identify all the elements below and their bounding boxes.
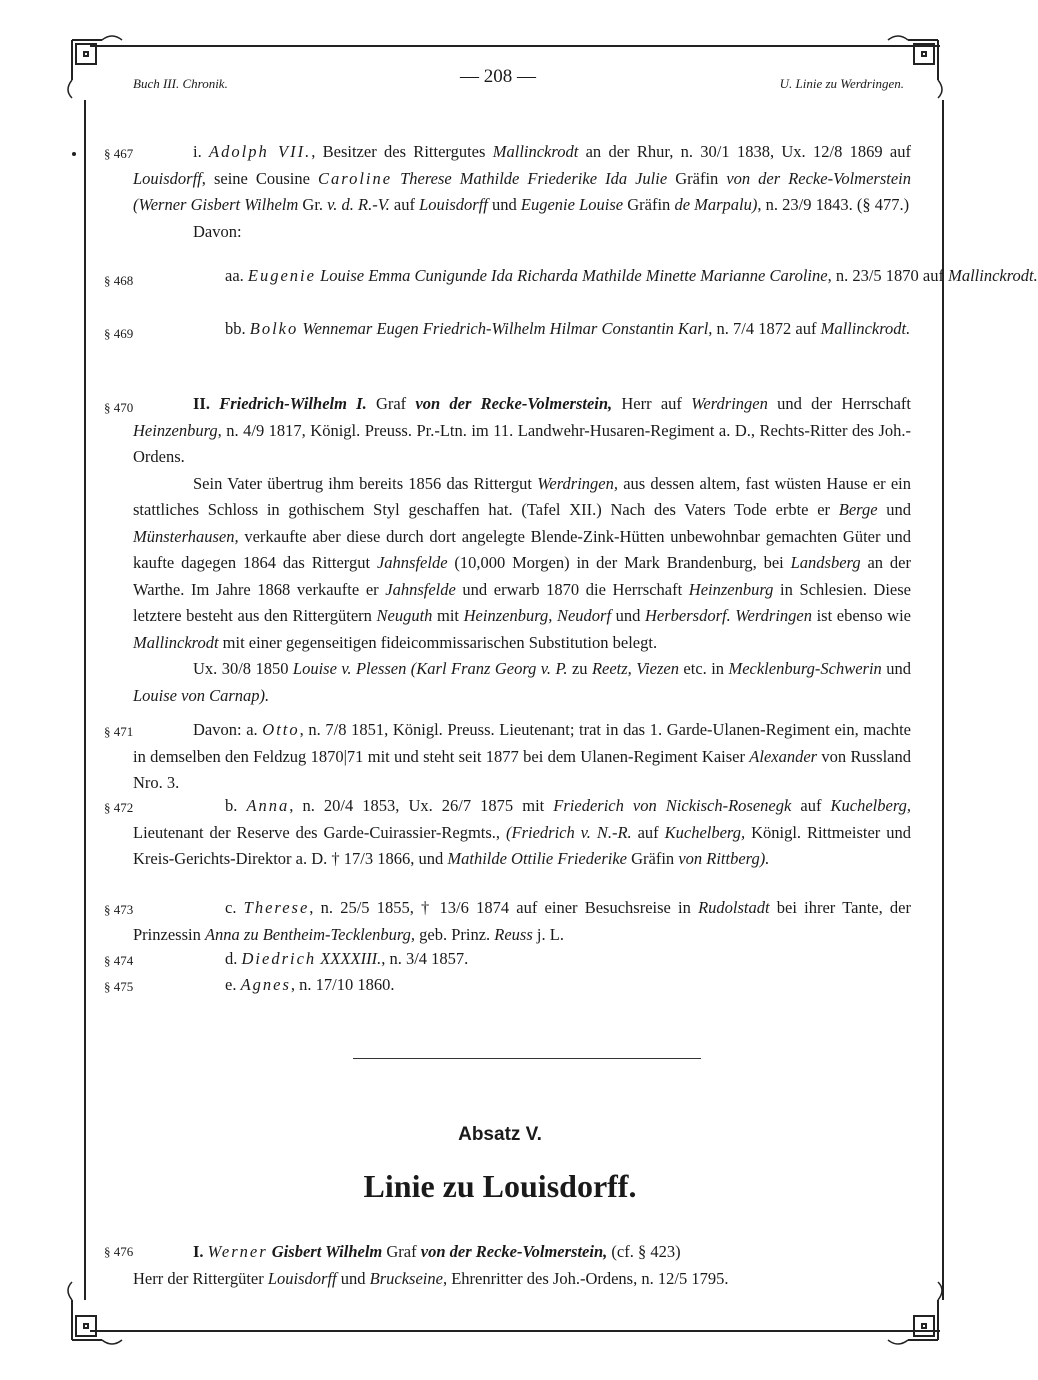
- text: j. L.: [532, 924, 564, 944]
- text: zu: [567, 659, 592, 678]
- text: und: [881, 659, 911, 678]
- text: verkaufte aber diese durch dort angelegte Blende-Zink-Hütten unbewohnbar gemachten Güter und kaufte dagegen 1864 das Rittergut: [133, 526, 911, 572]
- text: und: [336, 1268, 370, 1288]
- text: Ux. 30/8 1850: [193, 659, 293, 678]
- family-name: von Rittberg).: [678, 849, 770, 868]
- person-name: Therese Mathilde Friederike Ida Julie: [400, 168, 668, 188]
- text: , Besitzer des Rittergutes: [311, 142, 493, 161]
- davon-label: Davon:: [193, 221, 242, 241]
- border-left: [84, 100, 86, 1300]
- person-name: XXXXIII.: [320, 949, 382, 968]
- person-name: Bolko: [249, 319, 299, 338]
- page-number: — 208 —: [460, 66, 536, 87]
- place-name: Reetz, Viezen: [591, 659, 679, 678]
- text: , Ehrenritter des Joh.-Ordens, n. 12/5 1795.: [442, 1268, 729, 1288]
- text: Gr.: [298, 195, 328, 214]
- person-name: Wennemar Eugen Friedrich-Wilhelm Hilmar Constantin Karl,: [302, 319, 713, 338]
- item-label: bb.: [225, 319, 246, 338]
- text: mit: [432, 606, 464, 625]
- item-label: aa.: [225, 266, 244, 285]
- text: , n. 23/9 1843. (§ 477.): [757, 195, 910, 214]
- person-name: Eugenie Louise: [520, 195, 624, 214]
- place-name: Mallinckrodt: [492, 142, 579, 161]
- paragraph-471: [133, 717, 911, 797]
- person-name: Agnes: [240, 975, 291, 994]
- place-name: Kuchelberg,: [664, 822, 746, 842]
- section-divider: [353, 1058, 701, 1059]
- person-name: Anna zu Bentheim-Tecklenburg,: [204, 924, 415, 944]
- section-label: Absatz V.: [458, 1124, 542, 1145]
- person-name: Friedrich-Wilhelm I.: [219, 394, 367, 413]
- place-name: Mallinckrodt.: [820, 319, 911, 338]
- text: Gräfin: [623, 195, 675, 214]
- text: und erwarb 1870 die Herrschaft: [455, 579, 689, 599]
- place-name: Neuguth: [376, 606, 433, 625]
- border-bottom: [90, 1330, 940, 1332]
- person-name: (Friedrich v. N.-R.: [506, 822, 632, 842]
- text: Königl. Rittmeister und Kreis-Gerichts-Direktor a. D. † 17/3 1866, und: [133, 822, 911, 868]
- text: Graf: [366, 394, 416, 413]
- text: d.: [225, 949, 242, 968]
- paragraph-473: [133, 895, 911, 948]
- person-name: Werner: [207, 1242, 268, 1261]
- ornament-bottom-left-icon: [62, 1280, 132, 1350]
- family-name: v. d. R.-V.: [327, 195, 390, 214]
- text: aus dessen altem, fast wüsten Hause er ein stattliches Schloss in gothischem Styl geschaffen hat. (Tafel XII.) Nach des Vaters Tode erbte er: [133, 473, 911, 519]
- border-top: [90, 45, 940, 47]
- text: , n. 3/4 1857.: [381, 949, 469, 968]
- person-name: Louise Emma Cunigunde Ida Richarda Mathilde Minette Marianne Caroline: [320, 266, 828, 285]
- text: Davon: a.: [193, 720, 263, 739]
- header-right: U. Linie zu Werdringen.: [779, 76, 904, 91]
- person-name: Alexander: [749, 746, 818, 766]
- text: Sein Vater übertrug ihm bereits 1856 das Rittergut: [193, 473, 538, 493]
- text: , n. 23/5 1870 auf: [827, 266, 949, 285]
- place-name: Louisdorff: [419, 195, 488, 214]
- text: und: [611, 606, 645, 625]
- text: und: [877, 500, 911, 519]
- place-name: Mallinckrodt: [133, 632, 219, 652]
- family-name: von der Recke-Volmerstein (Werner Gisbert Wilhelm: [133, 168, 911, 214]
- section-number-475: § 475: [104, 979, 134, 994]
- person-name: Therese: [243, 898, 310, 917]
- text: , seine Cousine: [201, 168, 319, 188]
- place-name: Rudolstadt: [698, 898, 770, 917]
- text: etc. in: [679, 659, 729, 678]
- place-name: Werdringen,: [537, 473, 619, 493]
- text: mit einer gegenseitigen fideicommissarischen Substitution belegt.: [218, 632, 658, 652]
- person-name: Eugenie: [247, 266, 316, 285]
- text: an der Rhur, n. 30/1 1838, Ux. 12/8 1869 auf: [578, 142, 912, 161]
- person-name: Otto: [262, 720, 300, 739]
- paragraph-472: [133, 793, 911, 873]
- place-name: Heinzenburg: [133, 420, 218, 440]
- text: von Russland Nro. 3.: [133, 746, 911, 792]
- place-name: Bruckseine: [369, 1268, 443, 1288]
- place-name: Münsterhausen,: [133, 526, 239, 546]
- section-number-467: § 467: [104, 146, 134, 161]
- place-name: Werdringen: [691, 394, 768, 413]
- text: und der Herrschaft: [767, 394, 911, 413]
- text: , n. 20/4 1853, Ux. 26/7 1875 mit: [289, 796, 554, 815]
- section-number-471: § 471: [104, 724, 134, 739]
- text: Herr auf: [612, 394, 692, 413]
- place-name: Berge: [838, 500, 878, 519]
- place-name: Jahnsfelde: [385, 579, 456, 599]
- family-name: von der Recke-Volmerstein,: [420, 1242, 608, 1261]
- margin-dot: [72, 152, 76, 156]
- place-name: Heinzenburg, Neudorf: [463, 606, 612, 625]
- text: Lieutenant der Reserve des Garde-Cuirassier-Regmts.,: [133, 822, 506, 842]
- family-name: von der Recke-Volmerstein,: [415, 394, 613, 413]
- paragraph-468: [133, 263, 1038, 290]
- place-name: Mecklenburg-Schwerin: [728, 659, 882, 678]
- person-name: Adolph VII.: [209, 142, 312, 161]
- text: c.: [225, 898, 244, 917]
- text: ist ebenso wie: [812, 606, 912, 625]
- person-name: Louise von Carnap).: [133, 685, 270, 705]
- section-number-472: § 472: [104, 800, 134, 815]
- place-name: Kuchelberg,: [830, 796, 912, 815]
- section-number-476: § 476: [104, 1244, 134, 1259]
- text: (10,000 Morgen) in der Mark Brandenburg, bei: [447, 553, 791, 572]
- section-number-474: § 474: [104, 953, 134, 968]
- person-name: Anna: [246, 796, 290, 815]
- item-label: i.: [193, 142, 202, 161]
- place-name: Mallinckrodt.: [948, 266, 1038, 285]
- text: , n. 4/9 1817, Königl. Preuss. Pr.-Ltn. im 11. Landwehr-Husaren-Regiment a. D., Rechts-Ritter des Joh.-Ordens.: [133, 420, 911, 466]
- person-name: Friederich von Nickisch-Rosenegk: [553, 796, 792, 815]
- section-title: Linie zu Louisdorff.: [363, 1168, 637, 1204]
- paragraph-475: [133, 972, 911, 999]
- text: , n. 7/8 1851, Königl. Preuss. Lieutenant; trat in das 1. Garde-Ulanen-Regiment ein, machte in demselben den Feldzug 1870|71 mit und steht seit 1877 bei dem Ulanen-Regiment Kaiser: [133, 720, 911, 766]
- text: , n. 25/5 1855, † 13/6 1874 auf einer Besuchsreise in: [309, 898, 699, 917]
- person-name: Mathilde Ottilie Friederike: [447, 849, 627, 868]
- place-name: Louisdorff: [267, 1268, 337, 1288]
- place-name: Louisdorff: [133, 168, 202, 188]
- item-label: I.: [193, 1242, 204, 1261]
- text: und: [487, 195, 521, 214]
- paragraph-470: [133, 391, 911, 709]
- section-number-468: § 468: [104, 273, 134, 288]
- text: auf: [631, 822, 665, 842]
- place-name: Jahnsfelde: [376, 553, 448, 572]
- text: in Schlesien. Diese letztere besteht aus den Rittergütern: [133, 579, 912, 625]
- text: Herr der Rittergüter: [133, 1268, 268, 1288]
- person-name: Caroline: [318, 168, 393, 188]
- item-label: II.: [193, 394, 210, 413]
- family-name: de Marpalu): [674, 195, 758, 214]
- text: Gräfin: [667, 168, 727, 188]
- place-name: Herbersdorf. Werdringen: [645, 606, 812, 625]
- text: geb. Prinz.: [415, 924, 495, 944]
- text: auf: [791, 796, 831, 815]
- text: , n. 17/10 1860.: [290, 975, 395, 994]
- text: e.: [225, 975, 241, 994]
- person-name: Reuss: [494, 924, 533, 944]
- text: (cf. § 423): [607, 1242, 681, 1261]
- text: Graf: [382, 1242, 421, 1261]
- paragraph-467: [133, 139, 911, 245]
- paragraph-474: [133, 946, 911, 973]
- header-left: Buch III. Chronik.: [133, 76, 228, 91]
- person-name: Diedrich: [241, 949, 317, 968]
- text: Gräfin: [626, 849, 679, 868]
- text: n. 7/4 1872 auf: [712, 319, 821, 338]
- text: b.: [225, 796, 247, 815]
- person-name: Gisbert Wilhelm: [271, 1242, 383, 1261]
- page-header: [0, 66, 1000, 96]
- paragraph-469: [133, 316, 1038, 343]
- text: an der Warthe. Im Jahre 1868 verkaufte er: [133, 553, 911, 599]
- section-number-470: § 470: [104, 400, 134, 415]
- person-name: Louise v. Plessen (Karl Franz Georg v. P.: [292, 659, 568, 678]
- place-name: Heinzenburg: [688, 579, 774, 599]
- section-number-469: § 469: [104, 326, 134, 341]
- text: auf: [389, 195, 420, 214]
- text: bei ihrer Tante, der Prinzessin: [133, 898, 912, 944]
- section-number-473: § 473: [104, 902, 134, 917]
- place-name: Landsberg: [790, 553, 861, 572]
- paragraph-476: [133, 1239, 911, 1292]
